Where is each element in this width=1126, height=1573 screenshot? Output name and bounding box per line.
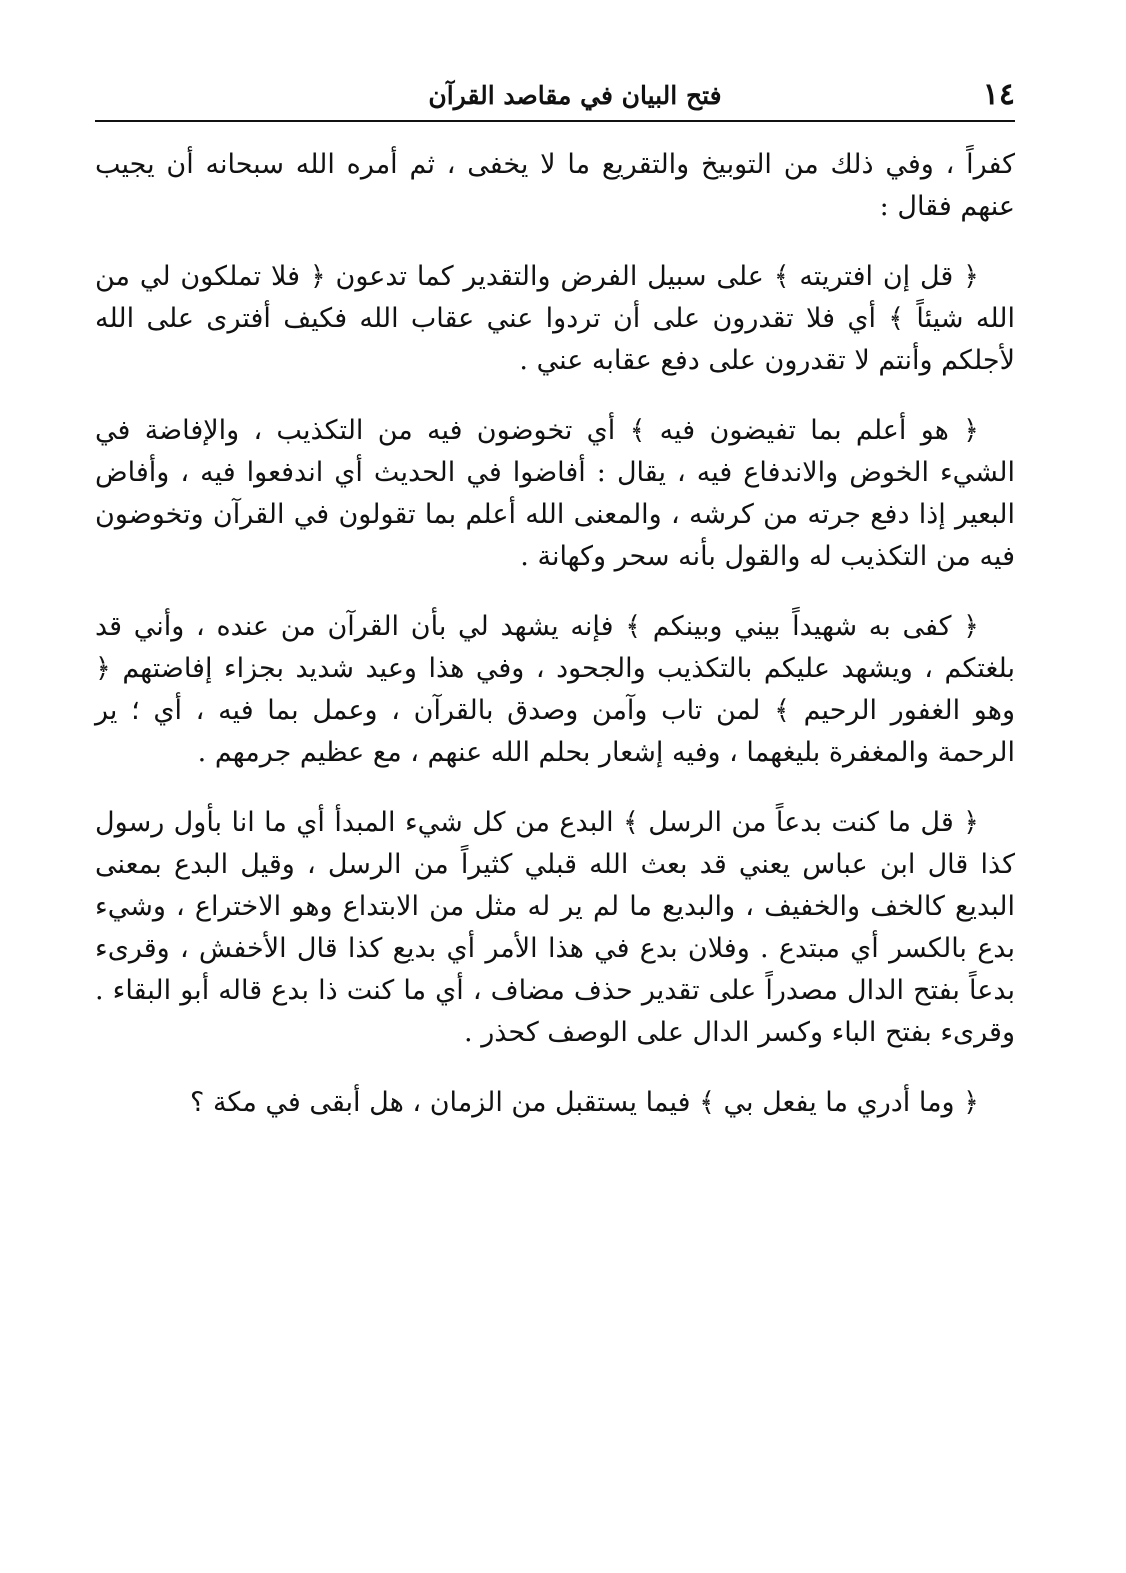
body-text — [95, 144, 1015, 1124]
paragraph-4: ﴿ كفى به شهيداً بيني وبينكم ﴾ فإنه يشهد لي بأن القرآن من عنده ، وأني قد بلغتكم ، ويشهد عليكم بالتكذيب والجحود ، وفي هذا وعيد شديد بجزاء إفاضتهم ﴿ وهو الغفور الرحيم ﴾ لمن تاب وآمن وصدق بالقرآن ، وعمل بما فيه ، أي ؛ ير الرحمة والمغفرة بليغهما ، وفيه إشعار بحلم الله عنهم ، مع عظيم جرمهم . — [95, 611, 1015, 768]
book-title: فتح البيان في مقاصد القرآن — [428, 81, 722, 110]
paragraph-2: ﴿ قل إن افتريته ﴾ على سبيل الفرض والتقدير كما تدعون ﴿ فلا تملكون لي من الله شيئاً ﴾ أي فلا تقدرون على أن تردوا عني عقاب الله فكيف أفترى على الله لأجلكم وأنتم لا تقدرون على دفع عقابه عني . — [95, 261, 1015, 376]
paragraph-5: ﴿ قل ما كنت بدعاً من الرسل ﴾ البدع من كل شيء المبدأ أي ما انا بأول رسول كذا قال ابن عباس يعني قد بعث الله قبلي كثيراً من الرسل ، وقيل البدع بمعنى البديع كالخف والخفيف ، والبديع ما لم ير له مثل من الابتداع وهو الاختراع ، وشيء بدع بالكسر أي مبتدع . وفلان بدع في هذا الأمر أي بديع كذا قال الأخفش ، وقرىء بدعاً بفتح الدال مصدراً على تقدير حذف مضاف ، أي ما كنت ذا بدع قاله أبو البقاء . وقرىء بفتح الباء وكسر الدال على الوصف كحذر . — [95, 807, 1016, 1048]
paragraph-3: ﴿ هو أعلم بما تفيضون فيه ﴾ أي تخوضون فيه من التكذيب ، والإفاضة في الشيء الخوض والاندفاع فيه ، يقال : أفاضوا في الحديث أي اندفعوا فيه ، وأفاض البعير إذا دفع جرته من كرشه ، والمعنى الله أعلم بما تقولون في القرآن وتخوضون فيه من التكذيب له والقول بأنه سحر وكهانة . — [95, 415, 1015, 572]
paragraph-1: كفراً ، وفي ذلك من التوبيخ والتقريع ما لا يخفى ، ثم أمره الله سبحانه أن يجيب عنهم فقال : — [95, 149, 1015, 222]
paragraph-6: ﴿ وما أدري ما يفعل بي ﴾ فيما يستقبل من الزمان ، هل أبقى في مكة ؟ — [190, 1087, 979, 1118]
document-page — [95, 72, 1015, 1552]
page-number: ١٤ — [982, 77, 1015, 112]
running-header — [95, 72, 1015, 122]
